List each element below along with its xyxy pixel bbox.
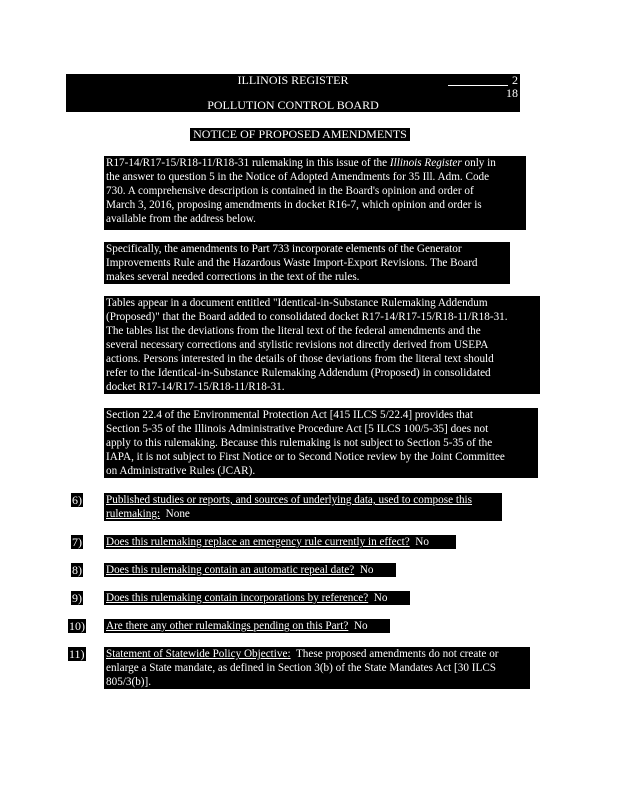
paragraph-line: apply to this rulemaking. Because this rulemaking is not subject to Section 5-35 of the [106, 437, 493, 449]
paragraph-line: the answer to question 5 in the Notice of Adopted Amendments for 35 Ill. Adm. Code [106, 171, 490, 183]
item-answer: No [353, 620, 368, 632]
paragraph-line: R17-14/R17-15/R18-11/R18-31 rulemaking in this issue of the Illinois Register only in [106, 157, 496, 169]
paragraph-line: Specifically, the amendments to Part 733 incorporate elements of the Generator [106, 243, 462, 255]
item-8 [104, 563, 396, 577]
item-number: 10) [69, 619, 85, 633]
item-answer: None [165, 508, 190, 520]
paragraph-4 [104, 408, 538, 478]
publication-name: Illinois Register [389, 157, 462, 169]
item-answer-line: 805/3(b)]. [106, 676, 152, 688]
board-name: POLLUTION CONTROL BOARD [207, 98, 379, 112]
paragraph-line: The tables list the deviations from the literal text of the federal amendments and the [106, 325, 481, 337]
item-answer-line: enlarge a State mandate, as defined in Section 3(b) of the State Mandates Act [30 ILCS [106, 662, 496, 674]
paragraph-line: (Proposed)" that the Board added to consolidated docket R17-14/R17-15/R18-11/R18-31. [106, 311, 508, 323]
paragraph-line: Section 5-35 of the Illinois Administrative Procedure Act [5 ILCS 100/5-35] does not [106, 423, 489, 435]
paragraph-line: docket R17-14/R17-15/R18-11/R18-31. [106, 381, 285, 393]
item-9 [104, 591, 410, 605]
paragraph-line: March 3, 2016, proposing amendments in docket R16-7, which opinion and order is [106, 199, 482, 211]
item-10 [104, 619, 390, 633]
item-answer: No [415, 536, 429, 548]
paragraph-line: available from the address below. [106, 213, 256, 225]
item-7 [104, 535, 456, 549]
paragraph-line: actions. Persons interested in the details of those deviations from the literal text should [106, 353, 494, 365]
paragraph-line: several necessary corrections and stylistic revisions not directly derived from USEPA [106, 339, 489, 351]
item-question-cont: rulemaking: None [106, 508, 190, 520]
item-question: Does this rulemaking contain an automatic repeal date? [106, 564, 355, 576]
page-number: 2 [512, 73, 518, 87]
paragraph-line: Improvements Rule and the Hazardous Waste Import-Export Revisions. The Board [106, 257, 478, 269]
paragraph-line: 730. A comprehensive description is contained in the Board's opinion and order of [106, 185, 474, 197]
item-6 [104, 493, 502, 521]
paragraph-3 [104, 296, 540, 394]
item-answer: No [359, 564, 374, 576]
item-number: 7) [72, 535, 82, 549]
header-underline [448, 74, 508, 86]
paragraph-line: refer to the Identical-in-Substance Rulemaking Addendum (Proposed) in consolidated [106, 367, 491, 379]
paragraph-line: Tables appear in a document entitled "Identical-in-Substance Rulemaking Addendum [106, 297, 488, 309]
item-question: Does this rulemaking contain incorporations by reference? [106, 592, 369, 604]
item-number: 11) [69, 647, 85, 661]
register-year: 18 [506, 86, 518, 100]
item-question: Statement of Statewide Policy Objective: [106, 648, 291, 660]
notice-title: NOTICE OF PROPOSED AMENDMENTS [190, 128, 410, 141]
item-number: 9) [72, 591, 82, 605]
register-title: ILLINOIS REGISTER 2 [237, 73, 518, 87]
item-11 [104, 647, 530, 689]
item-question: Published studies or reports, and sources of underlying data, used to compose this [106, 494, 473, 506]
item-question: Does this rulemaking replace an emergency rule currently in effect? [106, 536, 410, 548]
paragraph-line: IAPA, it is not subject to First Notice or to Second Notice review by the Joint Committee [106, 451, 505, 463]
item-number: 8) [72, 563, 82, 577]
item-answer: These proposed amendments do not create or [295, 648, 499, 660]
item-number: 6) [72, 493, 82, 507]
item-answer: No [373, 592, 388, 604]
paragraph-line: on Administrative Rules (JCAR). [106, 465, 256, 477]
paragraph-2 [104, 242, 510, 284]
paragraph-line: Section 22.4 of the Environmental Protection Act [415 ILCS 5/22.4] provides that [106, 409, 473, 421]
paragraph-line: makes several needed corrections in the text of the rules. [106, 271, 360, 283]
paragraph-1 [104, 156, 526, 230]
item-question: Are there any other rulemakings pending on this Part? [106, 620, 349, 632]
